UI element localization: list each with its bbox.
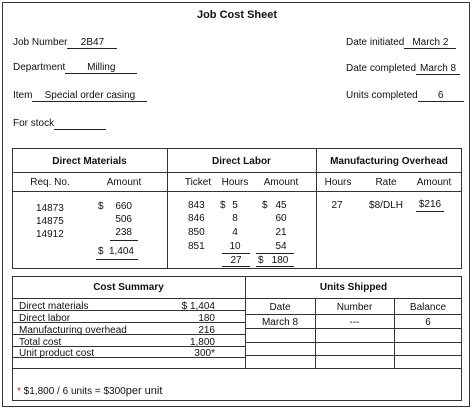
col-labor-hours: Hours xyxy=(221,177,249,188)
for-stock-label: For stock xyxy=(13,118,55,129)
labor-total-hours: 27 xyxy=(230,255,242,266)
col-overhead-hours: Hours xyxy=(324,177,352,188)
summary-label-direct-labor: Direct labor xyxy=(19,313,71,324)
materials-amount-1: 660 xyxy=(115,201,132,212)
labor-hours-3: 4 xyxy=(232,227,238,238)
summary-value-unit-cost: 300* xyxy=(194,348,215,359)
job-number-label: Job Number xyxy=(13,37,68,48)
units-shipped-title: Units Shipped xyxy=(319,282,388,293)
date-initiated-label: Date initiated xyxy=(346,37,405,48)
col-ship-date: Date xyxy=(269,302,291,313)
job-number-value: 2B47 xyxy=(67,37,117,49)
footnote-text: $1,800 / 6 units = $300 xyxy=(20,386,126,397)
direct-labor-title: Direct Labor xyxy=(212,156,271,167)
ticket-2: 846 xyxy=(188,213,205,224)
item-row xyxy=(13,90,147,102)
col-ship-number: Number xyxy=(336,302,373,313)
summary-label-total-cost: Total cost xyxy=(19,337,62,348)
col-overhead-amount: Amount xyxy=(416,177,452,188)
summary-value-overhead: 216 xyxy=(198,325,215,336)
labor-amount-3: 21 xyxy=(275,227,287,238)
cost-summary-title: Cost Summary xyxy=(93,282,164,293)
date-completed-value: March 8 xyxy=(416,63,460,75)
item-label: Item xyxy=(13,90,33,101)
sheet-title: Job Cost Sheet xyxy=(196,9,278,21)
item-value: Special order casing xyxy=(32,90,147,102)
summary-label-overhead: Manufacturing overhead xyxy=(19,325,127,336)
units-completed-value: 6 xyxy=(418,90,464,102)
materials-total: 1,404 xyxy=(108,246,134,257)
department-row xyxy=(13,62,137,74)
date-completed-row xyxy=(346,63,460,75)
materials-dollar: $ xyxy=(98,201,104,212)
ship-date: March 8 xyxy=(261,317,299,328)
col-req-no: Req. No. xyxy=(30,177,70,188)
units-completed-label: Units completed xyxy=(346,90,418,101)
ticket-1: 843 xyxy=(188,200,205,211)
materials-total-dollar: $ xyxy=(98,246,104,257)
ship-balance: 6 xyxy=(425,317,431,328)
materials-amount-3: 238 xyxy=(115,227,132,238)
department-label: Department xyxy=(13,62,66,73)
summary-value-direct-materials: $ 1,404 xyxy=(181,301,215,312)
for-stock-value xyxy=(54,118,106,130)
labor-amount-2: 60 xyxy=(275,213,287,224)
req-no-3: 14912 xyxy=(36,229,64,240)
req-no-2: 14875 xyxy=(36,216,64,227)
summary-value-direct-labor: 180 xyxy=(198,313,215,324)
summary-value-total-cost: 1,800 xyxy=(189,337,215,348)
date-initiated-value: March 2 xyxy=(404,37,456,49)
materials-amount-2: 506 xyxy=(115,214,132,225)
job-number-row xyxy=(13,37,117,49)
col-labor-amount: Amount xyxy=(263,177,299,188)
date-initiated-row xyxy=(346,37,456,49)
labor-amount-1: 45 xyxy=(275,200,287,211)
direct-materials-title: Direct Materials xyxy=(52,156,127,167)
labor-hours-2: 8 xyxy=(232,213,238,224)
labor-total-dollar: $ xyxy=(258,255,264,266)
for-stock-row xyxy=(13,118,106,130)
col-materials-amount: Amount xyxy=(106,177,142,188)
labor-total-amount: 180 xyxy=(271,255,289,266)
ticket-4: 851 xyxy=(188,241,205,252)
req-no-1: 14873 xyxy=(36,203,64,214)
overhead-rate: $8/DLH xyxy=(369,200,403,211)
col-ticket: Ticket xyxy=(184,177,212,188)
footnote-suffix: per unit xyxy=(125,385,163,397)
footnote-star: * xyxy=(17,386,21,397)
overhead-amount: $216 xyxy=(418,199,442,210)
units-completed-row xyxy=(346,90,464,102)
ticket-3: 850 xyxy=(188,227,205,238)
col-overhead-rate: Rate xyxy=(375,177,397,188)
date-completed-label: Date completed xyxy=(346,63,417,74)
footnote xyxy=(17,385,162,397)
labor-hours-dollar: $ xyxy=(220,200,226,211)
overhead-title: Manufacturing Overhead xyxy=(330,156,448,167)
labor-hours-1: 5 xyxy=(232,200,238,211)
summary-label-unit-cost: Unit product cost xyxy=(19,348,95,359)
labor-hours-4: 10 xyxy=(229,241,241,252)
ship-number: --- xyxy=(349,317,360,328)
overhead-hours: 27 xyxy=(331,200,343,211)
labor-amount-4: 54 xyxy=(275,241,287,252)
department-value: Milling xyxy=(65,62,137,74)
summary-label-direct-materials: Direct materials xyxy=(19,301,89,312)
col-ship-balance: Balance xyxy=(409,302,447,313)
labor-amount-dollar: $ xyxy=(262,200,268,211)
